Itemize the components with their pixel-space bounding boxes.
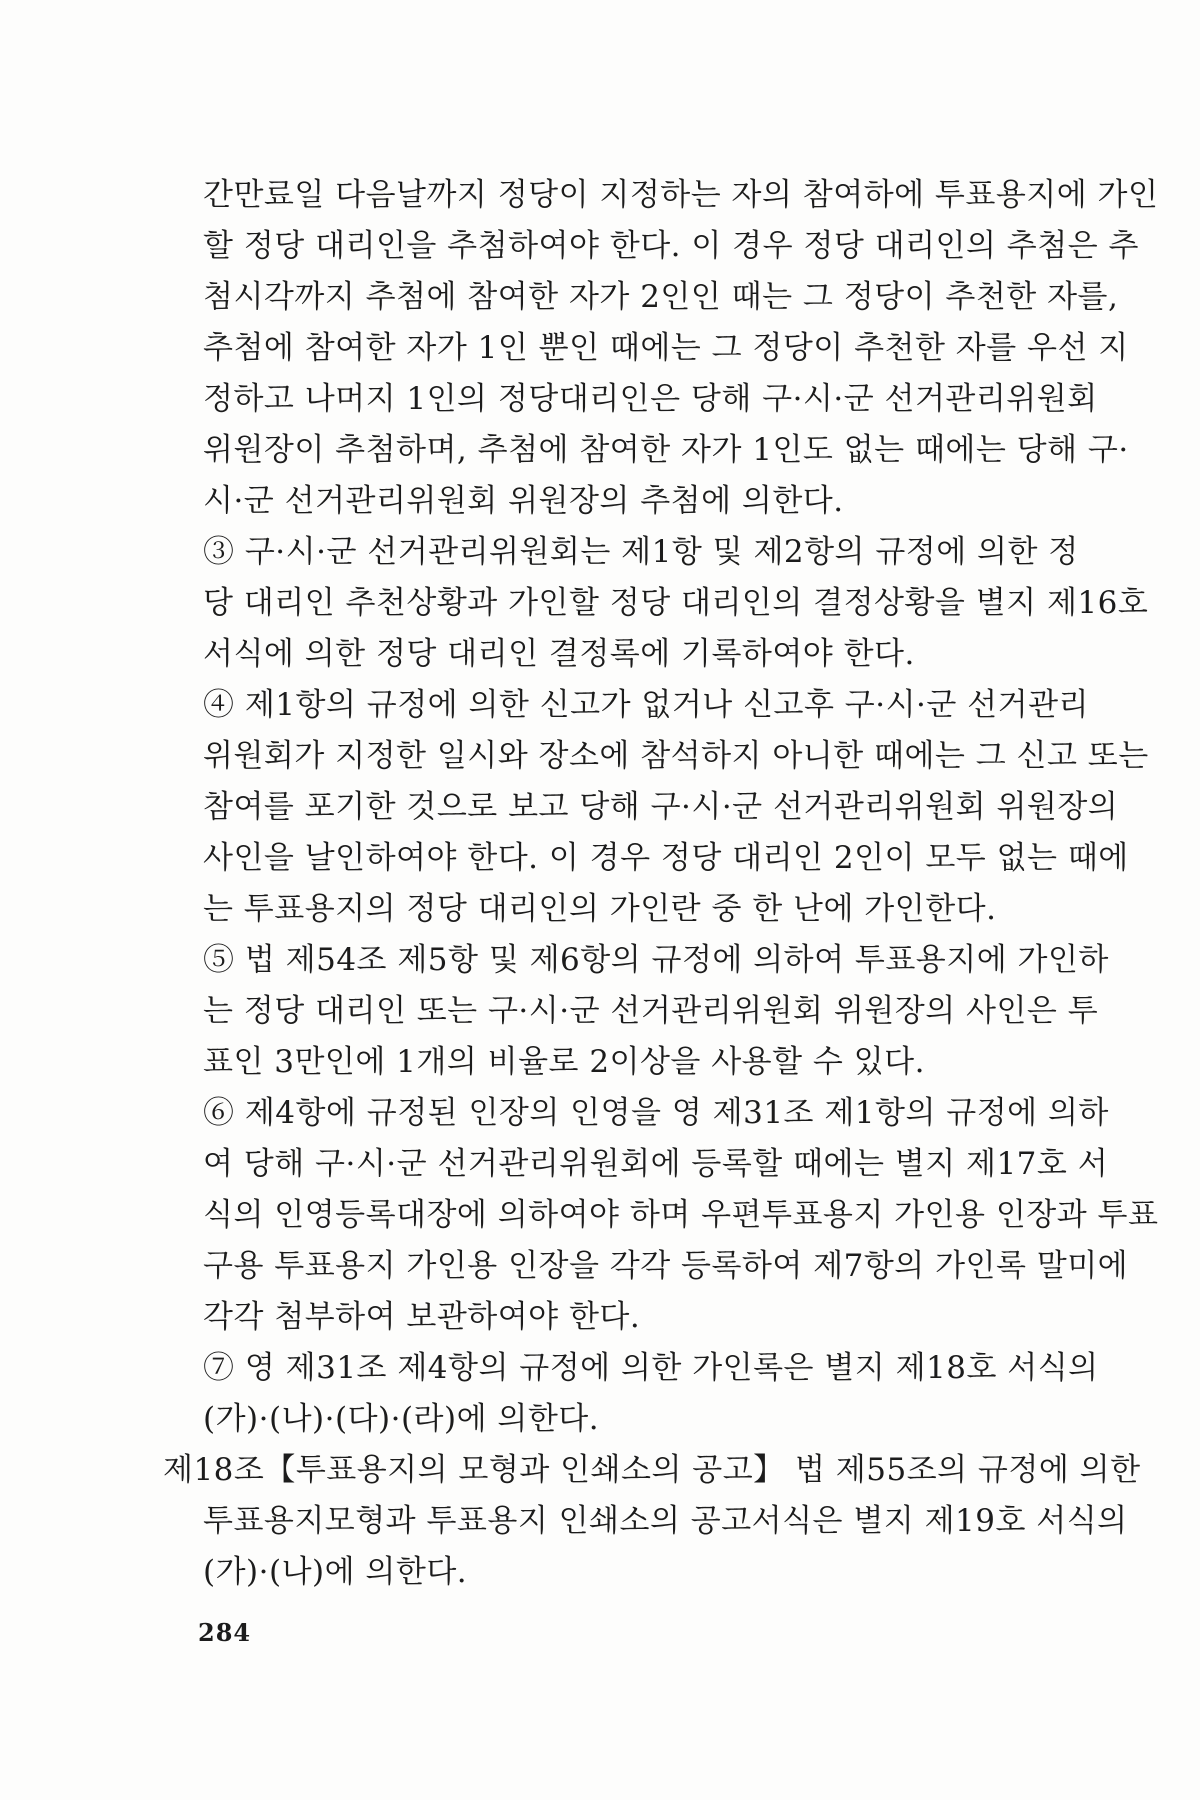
text-line: 각각 첨부하여 보관하여야 한다. [203, 1299, 641, 1335]
text-line: 간만료일 다음날까지 정당이 지정하는 자의 참여하에 투표용지에 가인 [203, 177, 1159, 213]
text-line: 구용 투표용지 가인용 인장을 각각 등록하여 제7항의 가인록 말미에 [203, 1248, 1129, 1284]
text-line: 투표용지모형과 투표용지 인쇄소의 공고서식은 별지 제19호 서식의 [203, 1503, 1128, 1539]
text-line: 당 대리인 추천상황과 가인할 정당 대리인의 결정상황을 별지 제16호 [203, 585, 1149, 621]
text-line: 첨시각까지 추첨에 참여한 자가 2인인 때는 그 정당이 추천한 자를, [203, 279, 1119, 315]
text-line: 참여를 포기한 것으로 보고 당해 구·시·군 선거관리위원회 위원장의 [203, 789, 1119, 825]
text-line: 식의 인영등록대장에 의하여야 하며 우편투표용지 가인용 인장과 투표 [203, 1197, 1159, 1233]
paragraph-7: ⑦ 영 제31조 제4항의 규정에 의한 가인록은 별지 제18호 서식의 [203, 1350, 1099, 1386]
text-line: (가)·(나)에 의한다. [203, 1554, 468, 1590]
text-line: 서식에 의한 정당 대리인 결정록에 기록하여야 한다. [203, 636, 915, 672]
text-line: 표인 3만인에 1개의 비율로 2이상을 사용할 수 있다. [203, 1044, 925, 1080]
article-18-heading: 제18조【투표용지의 모형과 인쇄소의 공고】 법 제55조의 규정에 의한 [163, 1452, 1141, 1488]
paragraph-3: ③ 구·시·군 선거관리위원회는 제1항 및 제2항의 규정에 의한 정 [203, 534, 1079, 570]
text-line: 는 투표용지의 정당 대리인의 가인란 중 한 난에 가인한다. [203, 891, 997, 927]
text-line: 는 정당 대리인 또는 구·시·군 선거관리위원회 위원장의 사인은 투 [203, 993, 1099, 1029]
text-line: 정하고 나머지 1인의 정당대리인은 당해 구·시·군 선거관리위원회 [203, 381, 1098, 417]
text-line: 위원회가 지정한 일시와 장소에 참석하지 아니한 때에는 그 신고 또는 [203, 738, 1149, 774]
text-line: 시·군 선거관리위원회 위원장의 추첨에 의한다. [203, 483, 844, 519]
text-line: 할 정당 대리인을 추첨하여야 한다. 이 경우 정당 대리인의 추첨은 추 [203, 228, 1139, 264]
text-line: (가)·(나)·(다)·(라)에 의한다. [203, 1401, 600, 1437]
paragraph-5: ⑤ 법 제54조 제5항 및 제6항의 규정에 의하여 투표용지에 가인하 [203, 942, 1109, 978]
text-line: 사인을 날인하여야 한다. 이 경우 정당 대리인 2인이 모두 없는 때에 [203, 840, 1129, 876]
text-line: 추첨에 참여한 자가 1인 뿐인 때에는 그 정당이 추천한 자를 우선 지 [203, 330, 1129, 366]
text-line: 위원장이 추첨하며, 추첨에 참여한 자가 1인도 없는 때에는 당해 구· [203, 432, 1129, 468]
text-line: 여 당해 구·시·군 선거관리위원회에 등록할 때에는 별지 제17호 서 [203, 1146, 1109, 1182]
page-number: 284 [198, 1618, 252, 1647]
paragraph-6: ⑥ 제4항에 규정된 인장의 인영을 영 제31조 제1항의 규정에 의하 [203, 1095, 1109, 1131]
paragraph-4: ④ 제1항의 규정에 의한 신고가 없거나 신고후 구·시·군 선거관리 [203, 687, 1089, 723]
